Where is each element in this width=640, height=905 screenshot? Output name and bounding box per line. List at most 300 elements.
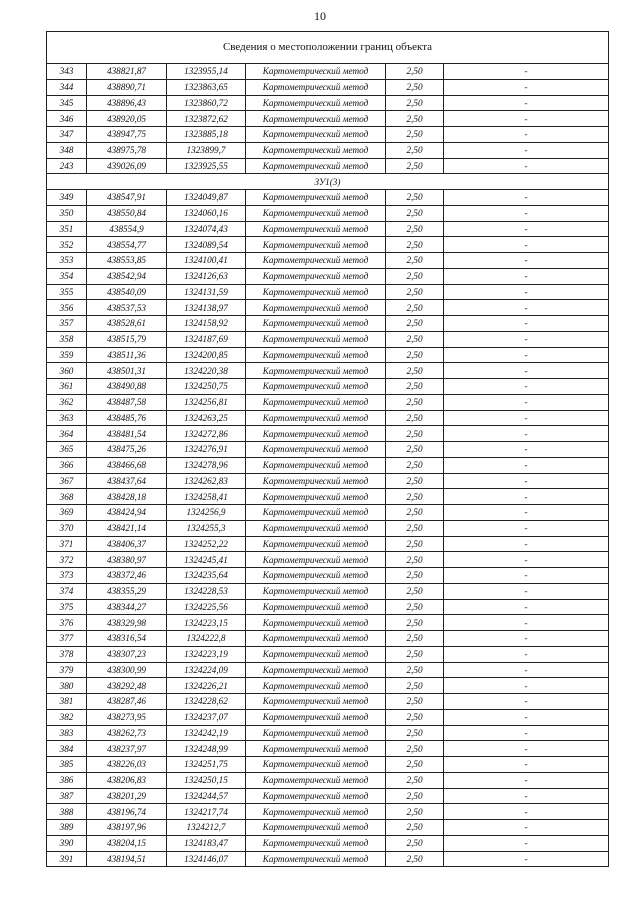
- coord-x-cell: 439026,09: [87, 158, 167, 174]
- page-number: 10: [314, 9, 326, 23]
- method-cell: Картометрический метод: [246, 583, 386, 599]
- coord-y-cell: 1324060,16: [167, 205, 246, 221]
- point-number-cell: 243: [47, 158, 87, 174]
- table-row: [47, 394, 609, 410]
- method-cell: Картометрический метод: [246, 804, 386, 820]
- precision-cell: 2,50: [386, 331, 444, 347]
- coord-x-cell: 438380,97: [87, 552, 167, 568]
- method-cell: Картометрический метод: [246, 300, 386, 316]
- point-number-cell: 373: [47, 568, 87, 584]
- coord-y-cell: 1324258,41: [167, 489, 246, 505]
- note-cell: -: [444, 79, 609, 95]
- coord-x-cell: 438372,46: [87, 568, 167, 584]
- coord-x-cell: 438554,9: [87, 221, 167, 237]
- point-number-cell: 382: [47, 709, 87, 725]
- note-cell: -: [444, 851, 609, 867]
- coord-y-cell: 1324242,19: [167, 725, 246, 741]
- coord-y-cell: 1324223,19: [167, 646, 246, 662]
- point-number-cell: 368: [47, 489, 87, 505]
- precision-cell: 2,50: [386, 678, 444, 694]
- note-cell: -: [444, 631, 609, 647]
- coord-y-cell: 1324200,85: [167, 347, 246, 363]
- point-number-cell: 352: [47, 237, 87, 253]
- note-cell: -: [444, 536, 609, 552]
- coord-y-cell: 1324237,07: [167, 709, 246, 725]
- point-number-cell: 385: [47, 757, 87, 773]
- coord-x-cell: 438554,77: [87, 237, 167, 253]
- method-cell: Картометрический метод: [246, 221, 386, 237]
- precision-cell: 2,50: [386, 410, 444, 426]
- method-cell: Картометрический метод: [246, 158, 386, 174]
- table-row: [47, 631, 609, 647]
- precision-cell: 2,50: [386, 127, 444, 143]
- precision-cell: 2,50: [386, 221, 444, 237]
- precision-cell: 2,50: [386, 142, 444, 158]
- note-cell: -: [444, 64, 609, 80]
- table-row: [47, 363, 609, 379]
- coord-y-cell: 1324049,87: [167, 190, 246, 206]
- boundary-table: [46, 31, 609, 867]
- method-cell: Картометрический метод: [246, 284, 386, 300]
- method-cell: Картометрический метод: [246, 442, 386, 458]
- coord-x-cell: 438428,18: [87, 489, 167, 505]
- method-cell: Картометрический метод: [246, 851, 386, 867]
- table-row: [47, 142, 609, 158]
- method-cell: Картометрический метод: [246, 127, 386, 143]
- note-cell: -: [444, 394, 609, 410]
- coord-y-cell: 1324256,81: [167, 394, 246, 410]
- method-cell: Картометрический метод: [246, 457, 386, 473]
- method-cell: Картометрический метод: [246, 64, 386, 80]
- coord-x-cell: 438237,97: [87, 741, 167, 757]
- point-number-cell: 365: [47, 442, 87, 458]
- coord-y-cell: 1324252,22: [167, 536, 246, 552]
- note-cell: -: [444, 410, 609, 426]
- point-number-cell: 344: [47, 79, 87, 95]
- note-cell: -: [444, 741, 609, 757]
- precision-cell: 2,50: [386, 615, 444, 631]
- table-row: [47, 646, 609, 662]
- coord-x-cell: 438550,84: [87, 205, 167, 221]
- method-cell: Картометрический метод: [246, 426, 386, 442]
- point-number-cell: 391: [47, 851, 87, 867]
- point-number-cell: 378: [47, 646, 87, 662]
- coord-x-cell: 438511,36: [87, 347, 167, 363]
- precision-cell: 2,50: [386, 552, 444, 568]
- note-cell: -: [444, 426, 609, 442]
- note-cell: -: [444, 221, 609, 237]
- coord-y-cell: 1323872,62: [167, 111, 246, 127]
- point-number-cell: 366: [47, 457, 87, 473]
- point-number-cell: 354: [47, 268, 87, 284]
- coord-x-cell: 438355,29: [87, 583, 167, 599]
- point-number-cell: 350: [47, 205, 87, 221]
- method-cell: Картометрический метод: [246, 694, 386, 710]
- table-row: [47, 568, 609, 584]
- note-cell: -: [444, 473, 609, 489]
- coord-y-cell: 1323955,14: [167, 64, 246, 80]
- note-cell: -: [444, 615, 609, 631]
- note-cell: -: [444, 205, 609, 221]
- point-number-cell: 356: [47, 300, 87, 316]
- point-number-cell: 349: [47, 190, 87, 206]
- coord-x-cell: 438547,91: [87, 190, 167, 206]
- table-row: [47, 835, 609, 851]
- coord-x-cell: 438196,74: [87, 804, 167, 820]
- coord-x-cell: 438896,43: [87, 95, 167, 111]
- point-number-cell: 389: [47, 820, 87, 836]
- table-row: [47, 331, 609, 347]
- precision-cell: 2,50: [386, 820, 444, 836]
- method-cell: Картометрический метод: [246, 772, 386, 788]
- table-row: [47, 678, 609, 694]
- method-cell: Картометрический метод: [246, 646, 386, 662]
- method-cell: Картометрический метод: [246, 205, 386, 221]
- coord-x-cell: 438947,75: [87, 127, 167, 143]
- coord-x-cell: 438501,31: [87, 363, 167, 379]
- point-number-cell: 355: [47, 284, 87, 300]
- note-cell: -: [444, 142, 609, 158]
- note-cell: -: [444, 725, 609, 741]
- coord-x-cell: 438287,46: [87, 694, 167, 710]
- precision-cell: 2,50: [386, 725, 444, 741]
- point-number-cell: 387: [47, 788, 87, 804]
- method-cell: Картометрический метод: [246, 552, 386, 568]
- table-row: [47, 788, 609, 804]
- note-cell: -: [444, 127, 609, 143]
- method-cell: Картометрический метод: [246, 505, 386, 521]
- coord-y-cell: 1324228,53: [167, 583, 246, 599]
- coord-x-cell: 438821,87: [87, 64, 167, 80]
- coord-y-cell: 1324226,21: [167, 678, 246, 694]
- coord-x-cell: 438553,85: [87, 253, 167, 269]
- note-cell: -: [444, 772, 609, 788]
- coord-y-cell: 1323899,7: [167, 142, 246, 158]
- coord-x-cell: 438421,14: [87, 520, 167, 536]
- method-cell: Картометрический метод: [246, 473, 386, 489]
- precision-cell: 2,50: [386, 851, 444, 867]
- point-number-cell: 360: [47, 363, 87, 379]
- coord-x-cell: 438542,94: [87, 268, 167, 284]
- precision-cell: 2,50: [386, 347, 444, 363]
- method-cell: Картометрический метод: [246, 190, 386, 206]
- coord-x-cell: 438481,54: [87, 426, 167, 442]
- point-number-cell: 357: [47, 316, 87, 332]
- boundary-table-container: [46, 31, 608, 867]
- coord-y-cell: 1324187,69: [167, 331, 246, 347]
- precision-cell: 2,50: [386, 694, 444, 710]
- coord-x-cell: 438204,15: [87, 835, 167, 851]
- note-cell: -: [444, 678, 609, 694]
- precision-cell: 2,50: [386, 300, 444, 316]
- group-row: [47, 174, 609, 190]
- method-cell: Картометрический метод: [246, 662, 386, 678]
- precision-cell: 2,50: [386, 662, 444, 678]
- table-row: [47, 741, 609, 757]
- coord-y-cell: 1324276,91: [167, 442, 246, 458]
- coord-y-cell: 1324224,09: [167, 662, 246, 678]
- coord-y-cell: 1324074,43: [167, 221, 246, 237]
- coord-x-cell: 438226,03: [87, 757, 167, 773]
- note-cell: -: [444, 284, 609, 300]
- coord-y-cell: 1324126,63: [167, 268, 246, 284]
- point-number-cell: 346: [47, 111, 87, 127]
- method-cell: Картометрический метод: [246, 741, 386, 757]
- table-row: [47, 95, 609, 111]
- note-cell: -: [444, 331, 609, 347]
- table-row: [47, 284, 609, 300]
- coord-x-cell: 438485,76: [87, 410, 167, 426]
- point-number-cell: 381: [47, 694, 87, 710]
- table-row: [47, 473, 609, 489]
- coord-y-cell: 1324244,57: [167, 788, 246, 804]
- note-cell: -: [444, 788, 609, 804]
- coord-x-cell: 438487,58: [87, 394, 167, 410]
- coord-x-cell: 438515,79: [87, 331, 167, 347]
- point-number-cell: 383: [47, 725, 87, 741]
- coord-x-cell: 438975,78: [87, 142, 167, 158]
- coord-y-cell: 1324183,47: [167, 835, 246, 851]
- table-row: [47, 772, 609, 788]
- coord-y-cell: 1324256,9: [167, 505, 246, 521]
- coord-x-cell: 438201,29: [87, 788, 167, 804]
- method-cell: Картометрический метод: [246, 520, 386, 536]
- precision-cell: 2,50: [386, 568, 444, 584]
- coord-x-cell: 438528,61: [87, 316, 167, 332]
- precision-cell: 2,50: [386, 772, 444, 788]
- coord-y-cell: 1324223,15: [167, 615, 246, 631]
- precision-cell: 2,50: [386, 426, 444, 442]
- coord-y-cell: 1323860,72: [167, 95, 246, 111]
- note-cell: -: [444, 583, 609, 599]
- coord-y-cell: 1324278,96: [167, 457, 246, 473]
- precision-cell: 2,50: [386, 583, 444, 599]
- table-row: [47, 694, 609, 710]
- precision-cell: 2,50: [386, 741, 444, 757]
- table-title: Сведения о местоположении границ объекта: [47, 32, 609, 64]
- coord-y-cell: 1324100,41: [167, 253, 246, 269]
- note-cell: -: [444, 379, 609, 395]
- table-row: [47, 190, 609, 206]
- coord-y-cell: 1324089,54: [167, 237, 246, 253]
- coord-x-cell: 438273,95: [87, 709, 167, 725]
- coord-x-cell: 438920,05: [87, 111, 167, 127]
- point-number-cell: 348: [47, 142, 87, 158]
- coord-x-cell: 438197,96: [87, 820, 167, 836]
- precision-cell: 2,50: [386, 505, 444, 521]
- note-cell: -: [444, 568, 609, 584]
- point-number-cell: 359: [47, 347, 87, 363]
- point-number-cell: 380: [47, 678, 87, 694]
- coord-y-cell: 1324248,99: [167, 741, 246, 757]
- point-number-cell: 371: [47, 536, 87, 552]
- precision-cell: 2,50: [386, 520, 444, 536]
- note-cell: -: [444, 237, 609, 253]
- coord-x-cell: 438490,88: [87, 379, 167, 395]
- method-cell: Картометрический метод: [246, 347, 386, 363]
- note-cell: -: [444, 709, 609, 725]
- table-row: [47, 237, 609, 253]
- precision-cell: 2,50: [386, 788, 444, 804]
- coord-x-cell: 438466,68: [87, 457, 167, 473]
- coord-x-cell: 438890,71: [87, 79, 167, 95]
- note-cell: -: [444, 757, 609, 773]
- coord-y-cell: 1324272,86: [167, 426, 246, 442]
- coord-y-cell: 1324217,74: [167, 804, 246, 820]
- note-cell: -: [444, 253, 609, 269]
- method-cell: Картометрический метод: [246, 678, 386, 694]
- point-number-cell: 390: [47, 835, 87, 851]
- coord-y-cell: 1324255,3: [167, 520, 246, 536]
- note-cell: -: [444, 662, 609, 678]
- method-cell: Картометрический метод: [246, 631, 386, 647]
- point-number-cell: 384: [47, 741, 87, 757]
- precision-cell: 2,50: [386, 473, 444, 489]
- coord-y-cell: 1324222,8: [167, 631, 246, 647]
- point-number-cell: 386: [47, 772, 87, 788]
- point-number-cell: 377: [47, 631, 87, 647]
- note-cell: -: [444, 316, 609, 332]
- method-cell: Картометрический метод: [246, 709, 386, 725]
- coord-x-cell: 438475,26: [87, 442, 167, 458]
- coord-x-cell: 438344,27: [87, 599, 167, 615]
- method-cell: Картометрический метод: [246, 379, 386, 395]
- table-row: [47, 410, 609, 426]
- point-number-cell: 364: [47, 426, 87, 442]
- note-cell: -: [444, 347, 609, 363]
- note-cell: -: [444, 552, 609, 568]
- table-row: [47, 347, 609, 363]
- point-number-cell: 370: [47, 520, 87, 536]
- table-row: [47, 316, 609, 332]
- method-cell: Картометрический метод: [246, 410, 386, 426]
- table-row: [47, 536, 609, 552]
- method-cell: Картометрический метод: [246, 142, 386, 158]
- coord-y-cell: 1323885,18: [167, 127, 246, 143]
- coord-x-cell: 438437,64: [87, 473, 167, 489]
- note-cell: -: [444, 694, 609, 710]
- table-row: [47, 127, 609, 143]
- coord-x-cell: 438307,23: [87, 646, 167, 662]
- note-cell: -: [444, 190, 609, 206]
- table-row: [47, 757, 609, 773]
- point-number-cell: 353: [47, 253, 87, 269]
- coord-x-cell: 438262,73: [87, 725, 167, 741]
- coord-x-cell: 438300,99: [87, 662, 167, 678]
- point-number-cell: 367: [47, 473, 87, 489]
- precision-cell: 2,50: [386, 237, 444, 253]
- table-row: [47, 253, 609, 269]
- method-cell: Картометрический метод: [246, 725, 386, 741]
- precision-cell: 2,50: [386, 316, 444, 332]
- method-cell: Картометрический метод: [246, 111, 386, 127]
- coord-y-cell: 1324235,64: [167, 568, 246, 584]
- coord-x-cell: 438194,51: [87, 851, 167, 867]
- table-row: [47, 599, 609, 615]
- point-number-cell: 351: [47, 221, 87, 237]
- note-cell: -: [444, 268, 609, 284]
- precision-cell: 2,50: [386, 489, 444, 505]
- precision-cell: 2,50: [386, 253, 444, 269]
- precision-cell: 2,50: [386, 804, 444, 820]
- table-row: [47, 615, 609, 631]
- precision-cell: 2,50: [386, 394, 444, 410]
- note-cell: -: [444, 646, 609, 662]
- table-row: [47, 268, 609, 284]
- precision-cell: 2,50: [386, 379, 444, 395]
- table-row: [47, 725, 609, 741]
- precision-cell: 2,50: [386, 631, 444, 647]
- coord-y-cell: 1324225,56: [167, 599, 246, 615]
- coord-x-cell: 438424,94: [87, 505, 167, 521]
- coord-x-cell: 438316,54: [87, 631, 167, 647]
- table-row: [47, 583, 609, 599]
- method-cell: Картометрический метод: [246, 615, 386, 631]
- precision-cell: 2,50: [386, 457, 444, 473]
- method-cell: Картометрический метод: [246, 79, 386, 95]
- note-cell: -: [444, 599, 609, 615]
- table-row: [47, 158, 609, 174]
- note-cell: -: [444, 95, 609, 111]
- table-row: [47, 379, 609, 395]
- precision-cell: 2,50: [386, 835, 444, 851]
- coord-y-cell: 1324131,59: [167, 284, 246, 300]
- point-number-cell: 376: [47, 615, 87, 631]
- point-number-cell: 372: [47, 552, 87, 568]
- table-row: [47, 505, 609, 521]
- method-cell: Картометрический метод: [246, 237, 386, 253]
- precision-cell: 2,50: [386, 363, 444, 379]
- table-row: [47, 64, 609, 80]
- precision-cell: 2,50: [386, 536, 444, 552]
- precision-cell: 2,50: [386, 190, 444, 206]
- table-row: [47, 804, 609, 820]
- point-number-cell: 343: [47, 64, 87, 80]
- precision-cell: 2,50: [386, 64, 444, 80]
- point-number-cell: 375: [47, 599, 87, 615]
- note-cell: -: [444, 489, 609, 505]
- method-cell: Картометрический метод: [246, 95, 386, 111]
- table-row: [47, 221, 609, 237]
- note-cell: -: [444, 820, 609, 836]
- table-row: [47, 662, 609, 678]
- precision-cell: 2,50: [386, 111, 444, 127]
- coord-x-cell: 438329,98: [87, 615, 167, 631]
- coord-y-cell: 1324250,75: [167, 379, 246, 395]
- coord-y-cell: 1323925,55: [167, 158, 246, 174]
- table-row: [47, 426, 609, 442]
- table-title-row: [47, 32, 609, 64]
- coord-y-cell: 1324212,7: [167, 820, 246, 836]
- method-cell: Картометрический метод: [246, 757, 386, 773]
- method-cell: Картометрический метод: [246, 316, 386, 332]
- coord-y-cell: 1324245,41: [167, 552, 246, 568]
- coord-y-cell: 1324251,75: [167, 757, 246, 773]
- method-cell: Картометрический метод: [246, 835, 386, 851]
- coord-x-cell: 438537,53: [87, 300, 167, 316]
- coord-y-cell: 1324250,15: [167, 772, 246, 788]
- note-cell: -: [444, 505, 609, 521]
- precision-cell: 2,50: [386, 757, 444, 773]
- coord-y-cell: 1324138,97: [167, 300, 246, 316]
- note-cell: -: [444, 111, 609, 127]
- point-number-cell: 358: [47, 331, 87, 347]
- precision-cell: 2,50: [386, 205, 444, 221]
- method-cell: Картометрический метод: [246, 820, 386, 836]
- coord-y-cell: 1324158,92: [167, 316, 246, 332]
- point-number-cell: 361: [47, 379, 87, 395]
- point-number-cell: 362: [47, 394, 87, 410]
